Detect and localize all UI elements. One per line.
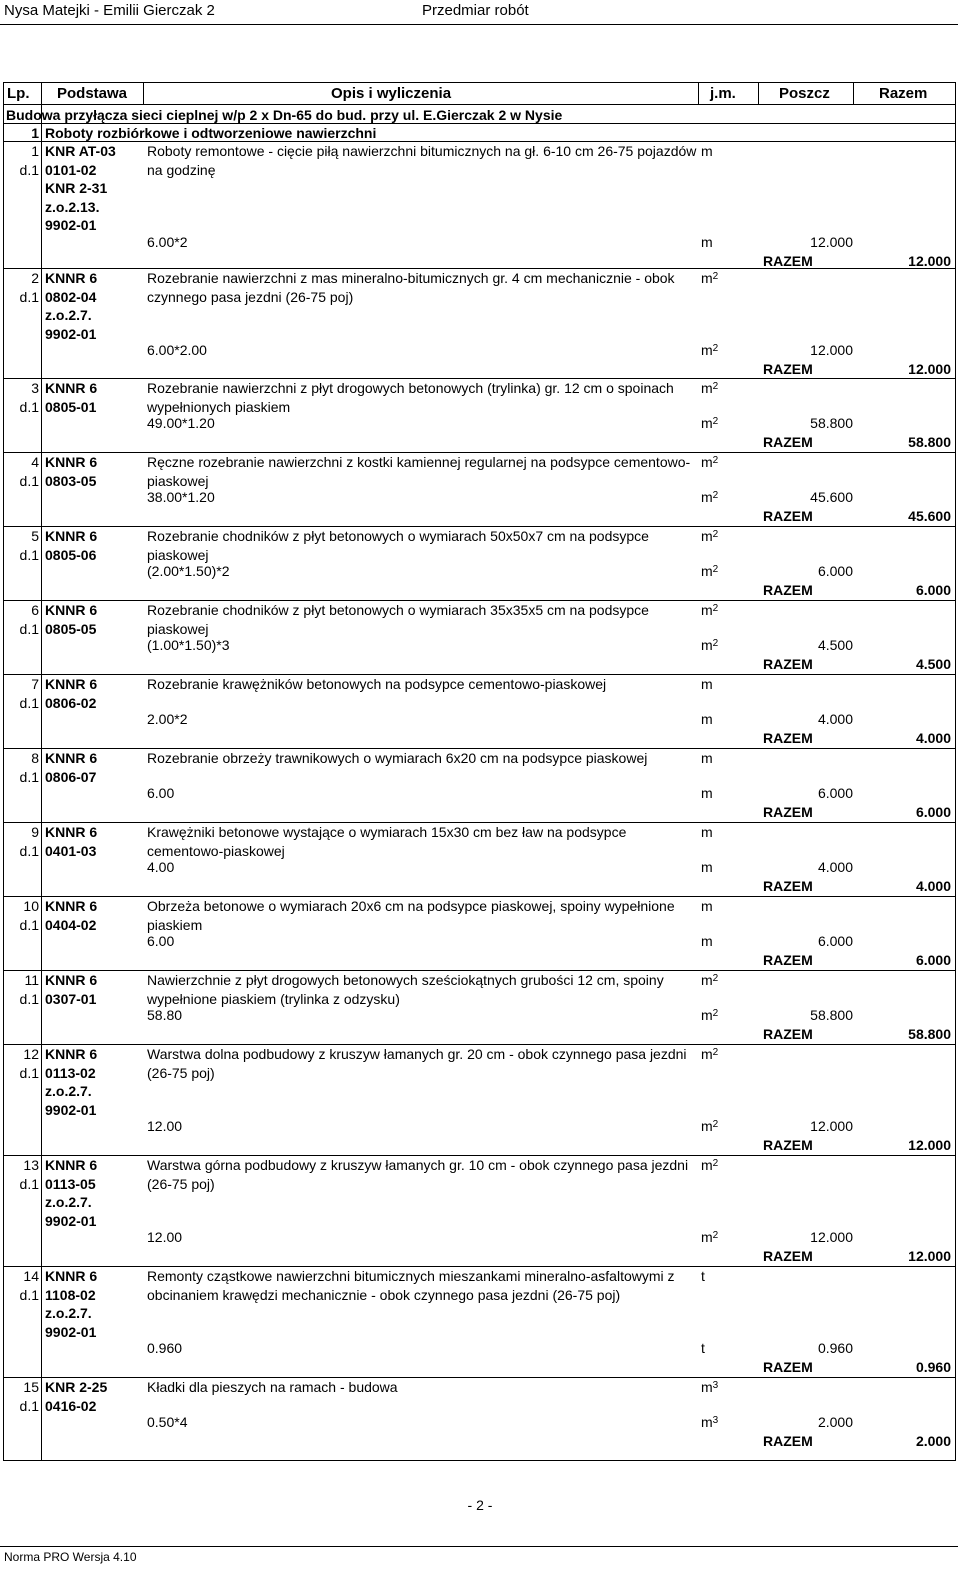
- item-quantity: 45.600: [810, 489, 853, 505]
- row-divider: [3, 378, 956, 379]
- table-title: Budowa przyłącza sieci cieplnej w/p 2 x Dn-65 do bud. przy ul. E.Gierczak 2 w Nysie: [6, 107, 563, 123]
- item-description: Rozebranie chodników z płyt betonowych o wymiarach 35x35x5 cm na podsypce piaskowej: [147, 602, 649, 637]
- row-divider: [3, 1377, 956, 1378]
- item-unit: m: [701, 676, 713, 692]
- item-number: 1 d.1: [19, 143, 39, 178]
- item-unit: $m^2$: [701, 1157, 719, 1173]
- table-row: [3, 1044, 956, 1155]
- item-number: 6 d.1: [19, 602, 39, 637]
- item-basis: KNNR 6 0113-05 z.o.2.7. 9902-01: [45, 1157, 98, 1229]
- table-row: [3, 822, 956, 896]
- item-total-value: 12.000: [908, 1247, 951, 1264]
- table-row: [3, 141, 956, 268]
- item-calculation: (2.00*1.50)*2: [147, 563, 230, 579]
- item-total-label: RAZEM: [763, 507, 813, 524]
- item-unit: $m^2$: [701, 454, 719, 470]
- item-calc-unit: $m^2$: [701, 415, 719, 431]
- item-number: 8 d.1: [19, 750, 39, 785]
- footer-software: Norma PRO Wersja 4.10: [4, 1550, 137, 1564]
- item-calculation: 12.00: [147, 1229, 183, 1245]
- item-basis: KNNR 6 0805-05: [45, 602, 98, 637]
- item-quantity: 12.000: [810, 234, 853, 250]
- item-number: 11 d.1: [19, 972, 39, 1007]
- item-basis: KNNR 6 0113-02 z.o.2.7. 9902-01: [45, 1046, 98, 1118]
- page-header: [0, 0, 960, 22]
- row-divider: [3, 1460, 956, 1461]
- item-unit: $m^2$: [701, 528, 719, 544]
- item-calc-unit: t: [701, 1340, 705, 1356]
- table-header: [3, 82, 956, 104]
- item-quantity: 4.500: [817, 637, 853, 653]
- col-lp: Lp.: [7, 85, 30, 102]
- table-title-row: [3, 105, 956, 123]
- item-number: 3 d.1: [19, 380, 39, 415]
- item-unit: m: [701, 143, 713, 159]
- item-calculation: 12.00: [147, 1118, 183, 1134]
- row-divider: [3, 1044, 956, 1045]
- item-total-value: 6.000: [915, 951, 951, 968]
- item-basis: KNNR 6 0803-05: [45, 454, 98, 489]
- table-row: [3, 268, 956, 378]
- item-calculation: 6.00*2.00: [147, 342, 207, 358]
- item-unit: $m^3$: [701, 1379, 719, 1395]
- row-divider: [3, 822, 956, 823]
- item-calc-unit: m: [701, 711, 713, 727]
- item-description: Rozebranie krawężników betonowych na podsypce cementowo-piaskowej: [147, 676, 607, 692]
- item-total-label: RAZEM: [763, 252, 813, 269]
- item-total-label: RAZEM: [763, 655, 813, 672]
- item-total-value: 58.800: [908, 1025, 951, 1042]
- section-number: 1: [31, 125, 39, 141]
- item-basis: KNNR 6 0805-06: [45, 528, 98, 563]
- item-calc-unit: m: [701, 933, 713, 949]
- col-podstawa: Podstawa: [57, 85, 128, 102]
- item-unit: t: [701, 1268, 705, 1284]
- item-quantity: 2.000: [817, 1414, 853, 1430]
- item-calc-unit: $m^2$: [701, 563, 719, 579]
- col-poszcz: Poszcz: [779, 85, 830, 102]
- table-row: [3, 970, 956, 1044]
- item-total-label: RAZEM: [763, 877, 813, 894]
- item-unit: $m^2$: [701, 602, 719, 618]
- item-basis: KNNR 6 1108-02 z.o.2.7. 9902-01: [45, 1268, 98, 1340]
- col-opis: Opis i wyliczenia: [331, 85, 452, 102]
- section-row: [3, 123, 956, 141]
- item-basis: KNNR 6 0802-04 z.o.2.7. 9902-01: [45, 270, 98, 342]
- footer-rule: [0, 1546, 958, 1547]
- item-total-value: 6.000: [915, 803, 951, 820]
- item-description: Roboty remontowe - cięcie piłą nawierzchni bitumicznych na gł. 6-10 cm 26-75 pojazdów na godzinę: [147, 143, 697, 178]
- item-total-value: 45.600: [908, 507, 951, 524]
- item-calculation: 0.50*4: [147, 1414, 188, 1430]
- item-description: Krawężniki betonowe wystające o wymiarach 15x30 cm bez ław na podsypce cementowo-piaskowej: [147, 824, 627, 859]
- item-total-value: 4.000: [915, 877, 951, 894]
- item-unit: m: [701, 824, 713, 840]
- row-divider: [3, 452, 956, 453]
- page-number: - 2 -: [467, 1497, 493, 1513]
- item-description: Kładki dla pieszych na ramach - budowa: [147, 1379, 398, 1395]
- item-unit: m: [701, 750, 713, 766]
- item-calculation: 6.00*2: [147, 234, 188, 250]
- item-total-value: 0.960: [915, 1358, 951, 1375]
- item-total-value: 4.500: [915, 655, 951, 672]
- item-calc-unit: m: [701, 234, 713, 250]
- item-quantity: 12.000: [810, 1229, 853, 1245]
- item-number: 13 d.1: [19, 1157, 39, 1192]
- item-total-value: 6.000: [915, 581, 951, 598]
- item-total-value: 12.000: [908, 1136, 951, 1153]
- item-calc-unit: $m^2$: [701, 342, 719, 358]
- item-total-label: RAZEM: [763, 360, 813, 377]
- item-basis: KNNR 6 0806-07: [45, 750, 98, 785]
- row-divider: [3, 896, 956, 897]
- item-calc-unit: m: [701, 859, 713, 875]
- item-calc-unit: $m^3$: [701, 1414, 719, 1430]
- item-basis: KNNR 6 0401-03: [45, 824, 98, 859]
- item-number: 15 d.1: [19, 1379, 39, 1414]
- item-basis: KNNR 6 0806-02: [45, 676, 98, 711]
- item-total-label: RAZEM: [763, 729, 813, 746]
- item-basis: KNR AT-03 0101-02 KNR 2-31 z.o.2.13. 9902-01: [45, 143, 116, 233]
- item-number: 14 d.1: [19, 1268, 39, 1303]
- item-quantity: 4.000: [817, 859, 853, 875]
- table-row: [3, 1155, 956, 1266]
- row-divider: [3, 600, 956, 601]
- item-quantity: 0.960: [817, 1340, 853, 1356]
- title-divider: [3, 123, 956, 124]
- item-number: 4 d.1: [19, 454, 39, 489]
- item-total-label: RAZEM: [763, 951, 813, 968]
- header-location: Nysa Matejki - Emilii Gierczak 2: [4, 2, 215, 19]
- row-divider: [3, 1266, 956, 1267]
- item-number: 10 d.1: [19, 898, 39, 933]
- item-description: Warstwa górna podbudowy z kruszyw łamanych gr. 10 cm - obok czynnego pasa jezdni (26-75 poj): [147, 1157, 689, 1192]
- item-calculation: 38.00*1.20: [147, 489, 215, 505]
- item-number: 12 d.1: [19, 1046, 39, 1081]
- row-divider: [3, 1155, 956, 1156]
- table-row: [3, 526, 956, 600]
- item-number: 7 d.1: [19, 676, 39, 711]
- item-calculation: 6.00: [147, 785, 175, 801]
- item-unit: m: [701, 898, 713, 914]
- item-total-label: RAZEM: [763, 433, 813, 450]
- item-total-label: RAZEM: [763, 803, 813, 820]
- item-total-label: RAZEM: [763, 1432, 813, 1449]
- item-total-value: 12.000: [908, 252, 951, 269]
- row-divider: [3, 268, 956, 269]
- item-description: Remonty cząstkowe nawierzchni bitumicznych mieszankami mineralno-asfaltowymi z obcinaniem krawędzi mechanicznie - obok czynnego pasa jezdni (26-75 poj): [147, 1268, 675, 1303]
- item-basis: KNR 2-25 0416-02: [45, 1379, 108, 1414]
- item-total-label: RAZEM: [763, 581, 813, 598]
- item-calc-unit: m: [701, 785, 713, 801]
- column-divider: [143, 82, 144, 105]
- item-calc-unit: $m^2$: [701, 489, 719, 505]
- outer-border-left: [3, 82, 4, 1460]
- item-calculation: (1.00*1.50)*3: [147, 637, 230, 653]
- column-divider: [41, 82, 42, 1460]
- item-description: Rozebranie nawierzchni z mas mineralno-bitumicznych gr. 4 cm mechanicznie - obok czynnego pasa jezdni (26-75 poj): [147, 270, 675, 305]
- item-basis: KNNR 6 0307-01: [45, 972, 98, 1007]
- item-description: Nawierzchnie z płyt drogowych betonowych sześciokątnych grubości 12 cm, spoiny wypełnione piaskiem (trylinka z odzysku): [147, 972, 664, 1007]
- item-unit: $m^2$: [701, 1046, 719, 1062]
- item-unit: $m^2$: [701, 972, 719, 988]
- item-total-value: 58.800: [908, 433, 951, 450]
- item-description: Rozebranie nawierzchni z płyt drogowych betonowych (trylinka) gr. 12 cm o spoinach wypełnionych piaskiem: [147, 380, 674, 415]
- col-jm: j.m.: [710, 85, 736, 102]
- item-calc-unit: $m^2$: [701, 1007, 719, 1023]
- table-row: [3, 674, 956, 748]
- item-quantity: 58.800: [810, 415, 853, 431]
- item-description: Rozebranie obrzeży trawnikowych o wymiarach 6x20 cm na podsypce piaskowej: [147, 750, 648, 766]
- item-quantity: 6.000: [817, 785, 853, 801]
- item-description: Ręczne rozebranie nawierzchni z kostki kamiennej regularnej na podsypce cementowo-piaskowej: [147, 454, 691, 489]
- section-label: Roboty rozbiórkowe i odtworzeniowe nawierzchni: [45, 125, 377, 141]
- table-row: [3, 896, 956, 970]
- header-divider: [3, 104, 956, 105]
- row-divider: [3, 970, 956, 971]
- item-quantity: 6.000: [817, 933, 853, 949]
- item-number: 2 d.1: [19, 270, 39, 305]
- column-divider: [853, 82, 854, 105]
- header-rule: [0, 24, 958, 25]
- item-quantity: 12.000: [810, 342, 853, 358]
- table-row: [3, 378, 956, 452]
- item-total-label: RAZEM: [763, 1358, 813, 1375]
- item-calc-unit: $m^2$: [701, 637, 719, 653]
- table-row: [3, 748, 956, 822]
- item-total-label: RAZEM: [763, 1136, 813, 1153]
- row-divider: [3, 674, 956, 675]
- table-row: [3, 1377, 956, 1460]
- item-calculation: 58.80: [147, 1007, 183, 1023]
- item-total-label: RAZEM: [763, 1247, 813, 1264]
- row-divider: [3, 526, 956, 527]
- item-calculation: 6.00: [147, 933, 175, 949]
- col-razem: Razem: [879, 85, 928, 102]
- item-description: Warstwa dolna podbudowy z kruszyw łamanych gr. 20 cm - obok czynnego pasa jezdni (26-75 poj): [147, 1046, 687, 1081]
- item-total-label: RAZEM: [763, 1025, 813, 1042]
- item-quantity: 6.000: [817, 563, 853, 579]
- item-calculation: 49.00*1.20: [147, 415, 215, 431]
- item-description: Rozebranie chodników z płyt betonowych o wymiarach 50x50x7 cm na podsypce piaskowej: [147, 528, 649, 563]
- item-total-value: 4.000: [915, 729, 951, 746]
- item-unit: $m^2$: [701, 270, 719, 286]
- item-number: 5 d.1: [19, 528, 39, 563]
- item-quantity: 4.000: [817, 711, 853, 727]
- item-description: Obrzeża betonowe o wymiarach 20x6 cm na podsypce piaskowej, spoiny wypełnione piaskiem: [147, 898, 675, 933]
- item-basis: KNNR 6 0404-02: [45, 898, 98, 933]
- item-basis: KNNR 6 0805-01: [45, 380, 98, 415]
- table-row: [3, 452, 956, 526]
- estimate-table: [3, 82, 956, 1460]
- item-number: 9 d.1: [19, 824, 39, 859]
- outer-border-right: [955, 82, 956, 1460]
- table-top-border: [3, 82, 956, 83]
- item-calc-unit: $m^2$: [701, 1118, 719, 1134]
- item-calc-unit: $m^2$: [701, 1229, 719, 1245]
- table-row: [3, 600, 956, 674]
- item-calculation: 2.00*2: [147, 711, 188, 727]
- row-divider: [3, 748, 956, 749]
- item-total-value: 2.000: [915, 1432, 951, 1449]
- item-quantity: 12.000: [810, 1118, 853, 1134]
- item-unit: $m^2$: [701, 380, 719, 396]
- item-quantity: 58.800: [810, 1007, 853, 1023]
- header-doc-type: Przedmiar robót: [422, 2, 529, 19]
- column-divider: [698, 82, 699, 105]
- item-calculation: 4.00: [147, 859, 175, 875]
- table-row: [3, 1266, 956, 1377]
- section-divider: [3, 141, 956, 142]
- item-calculation: 0.960: [147, 1340, 183, 1356]
- column-divider: [758, 82, 759, 105]
- item-total-value: 12.000: [908, 360, 951, 377]
